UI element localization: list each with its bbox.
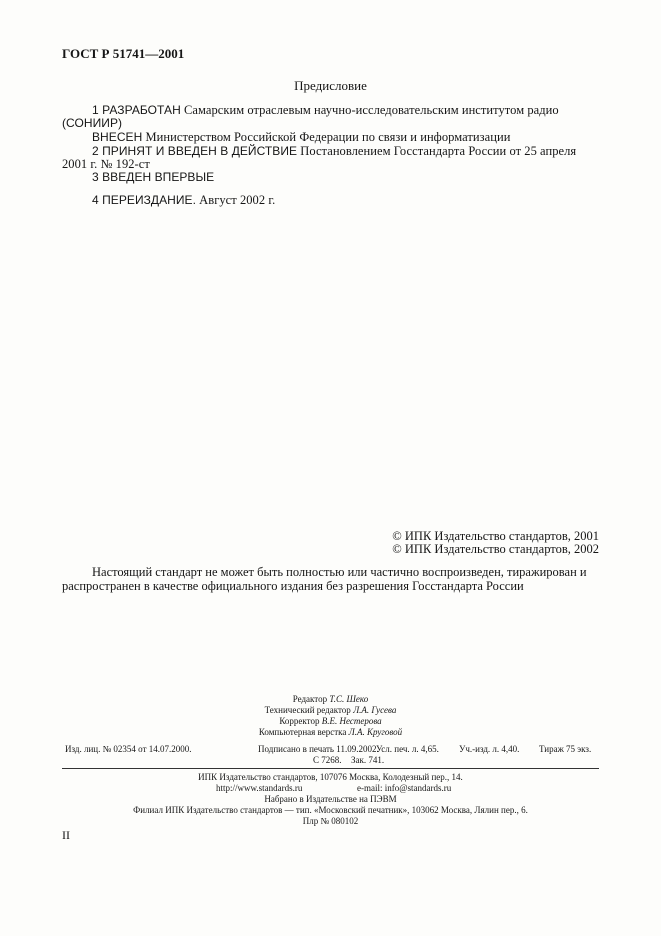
document-code: ГОСТ Р 51741—2001: [62, 46, 185, 61]
foreword-item-4: [92, 193, 275, 208]
credit-role: Корректор: [279, 716, 320, 726]
item1-line2: (СОНИИР): [62, 116, 123, 130]
notice-line-1: Настоящий стандарт не может быть полностью или частично воспроизведен, тиражирован и: [92, 565, 587, 579]
credit-tech-editor: [0, 705, 661, 715]
imprint-divider: [62, 768, 599, 769]
credit-name: В.Е. Нестерова: [321, 716, 382, 726]
item4-lead: 4 ПЕРЕИЗДАНИЕ.: [92, 193, 196, 207]
introduced-lead: ВНЕСЕН: [92, 130, 143, 144]
credit-role: Редактор: [292, 694, 328, 704]
imprint-email[interactable]: e-mail: info@standards.ru: [357, 783, 452, 793]
introduced-text: Министерством Российской Федерации по связи и информатизации: [142, 130, 511, 144]
imprint-address: ИПК Издательство стандартов, 107076 Москва, Колодезный пер., 14.: [198, 772, 463, 782]
imprint-website[interactable]: http://www.standards.ru: [216, 783, 303, 793]
credit-name: Т.С. Шеко: [329, 694, 369, 704]
foreword-title: Предисловие: [294, 78, 367, 93]
pub-print-sheets: Усл. печ. л. 4,65.: [376, 744, 439, 754]
pub-order: Зак. 741.: [351, 755, 385, 765]
credit-role: Компьютерная верстка: [258, 727, 347, 737]
item2-text: Постановлением Госстандарта России от 25 апреля: [297, 144, 577, 158]
credit-name: Л.А. Круговой: [348, 727, 403, 737]
imprint-plr: Плр № 080102: [302, 816, 359, 826]
pub-edition-sheets: Уч.-изд. л. 4,40.: [459, 744, 520, 754]
imprint-typeset: Набрано в Издательстве на ПЭВМ: [264, 794, 397, 804]
page-number: II: [62, 828, 70, 842]
credit-corrector: [0, 716, 661, 726]
foreword-item-1-cont: [62, 116, 122, 131]
copyright-2002: © ИПК Издательство стандартов, 2002: [392, 542, 599, 556]
foreword-introduced: [92, 130, 510, 145]
credit-role: Технический редактор: [264, 705, 351, 715]
pub-signed: Подписано в печать 11.09.2002.: [258, 744, 379, 754]
foreword-item-3: 3 ВВЕДЕН ВПЕРВЫЕ: [92, 170, 215, 184]
credit-editor: [0, 694, 661, 704]
foreword-item-2: [92, 144, 576, 159]
credit-name: Л.А. Гусева: [353, 705, 397, 715]
item4-text: Август 2002 г.: [195, 193, 276, 207]
item2-lead: 2 ПРИНЯТ И ВВЕДЕН В ДЕЙСТВИЕ: [92, 144, 298, 158]
item1-lead: 1 РАЗРАБОТАН: [92, 103, 181, 117]
foreword-item-1: [92, 103, 559, 118]
pub-c-code: С 7268.: [313, 755, 342, 765]
foreword-item-2-cont: 2001 г. № 192-ст: [62, 157, 150, 171]
credit-layout: [0, 727, 661, 737]
item1-text: Самарским отраслевым научно-исследовательским институтом радио: [180, 103, 559, 117]
copyright-2001: © ИПК Издательство стандартов, 2001: [392, 529, 599, 543]
imprint-branch: Филиал ИПК Издательство стандартов — тип. «Московский печатник», 103062 Москва, Лялин пер., 6.: [133, 805, 528, 815]
pub-license: Изд. лиц. № 02354 от 14.07.2000.: [65, 744, 192, 754]
pub-run: Тираж 75 экз.: [539, 744, 592, 754]
notice-line-2: распространен в качестве официального издания без разрешения Госстандарта России: [62, 579, 524, 593]
